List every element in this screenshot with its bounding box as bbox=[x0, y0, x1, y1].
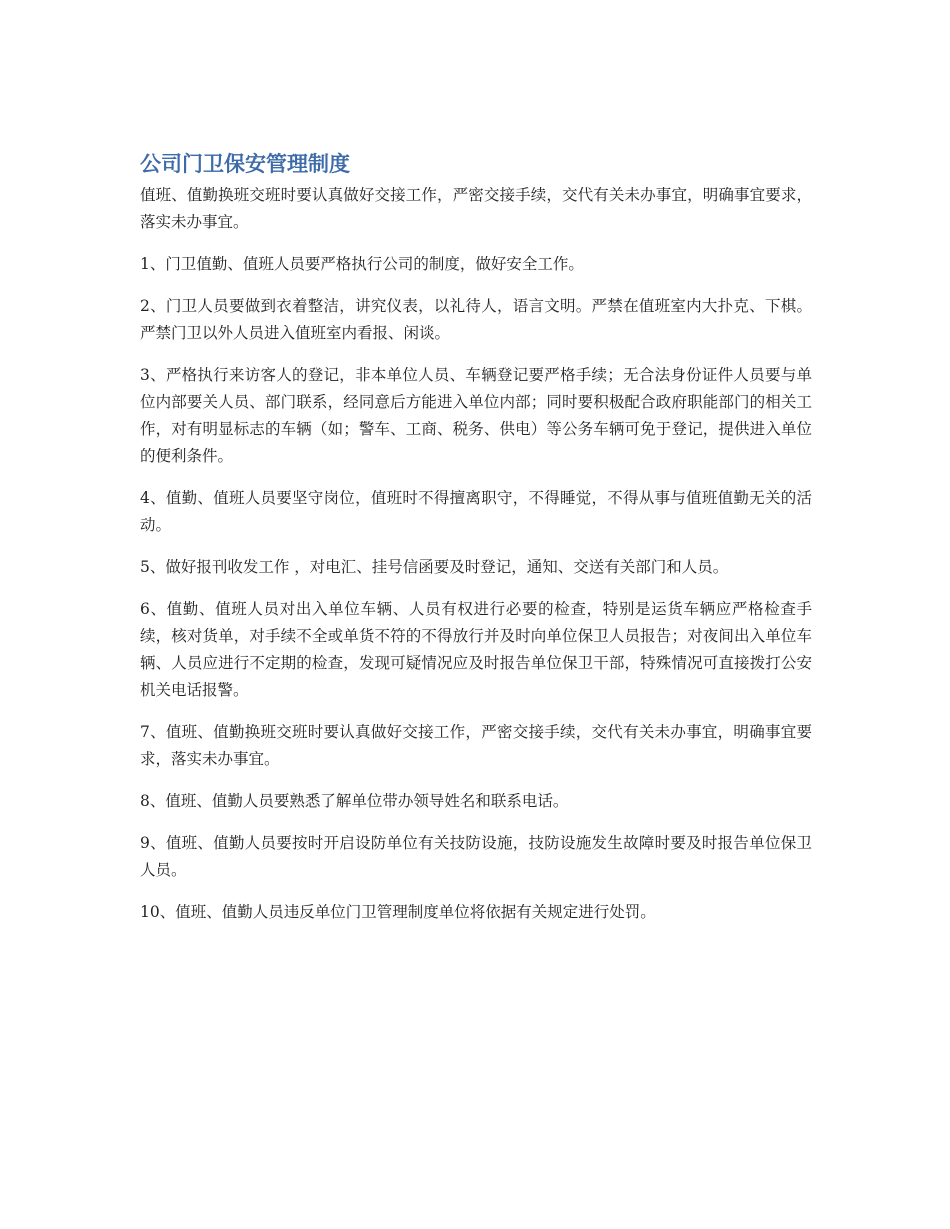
document-page bbox=[140, 150, 812, 941]
rule-item-5: 5、做好报刊收发工作 ，对电汇、挂号信函要及时登记，通知、交送有关部门和人员。 bbox=[140, 558, 729, 576]
document-title: 公司门卫保安管理制度 bbox=[140, 152, 350, 176]
rule-item-2: 2、门卫人员要做到衣着整洁，讲究仪表，以礼待人，语言文明。严禁在值班室内大扑克、下棋。严禁门卫以外人员进入值班室内看报、闲谈。 bbox=[140, 297, 812, 342]
rule-item-6: 6、值勤、值班人员对出入单位车辆、人员有权进行必要的检查，特别是运货车辆应严格检查手续，核对货单，对手续不全或单货不符的不得放行并及时向单位保卫人员报告；对夜间出入单位车辆、人员应进行不定期的检查，发现可疑情况应及时报告单位保卫干部，特殊情况可直接拨打公安机关电话报警。 bbox=[140, 600, 812, 699]
rule-item-1: 1、门卫值勤、值班人员要严格执行公司的制度，做好安全工作。 bbox=[140, 255, 584, 273]
rule-item-9: 9、值班、值勤人员要按时开启设防单位有关技防设施，技防设施发生故障时要及时报告单位保卫人员。 bbox=[140, 834, 812, 879]
rule-item-4: 4、值勤、值班人员要坚守岗位，值班时不得擅离职守，不得睡觉，不得从事与值班值勤无关的活动。 bbox=[140, 489, 812, 534]
rule-item-8: 8、值班、值勤人员要熟悉了解单位带办领导姓名和联系电话。 bbox=[140, 792, 569, 810]
intro-paragraph: 值班、值勤换班交班时要认真做好交接工作，严密交接手续，交代有关未办事宜，明确事宜要求，落实未办事宜。 bbox=[140, 186, 812, 231]
rule-item-10: 10、值班、值勤人员违反单位门卫管理制度单位将依据有关规定进行处罚。 bbox=[140, 903, 656, 921]
rule-item-7: 7、值班、值勤换班交班时要认真做好交接工作，严密交接手续，交代有关未办事宜，明确事宜要求，落实未办事宜。 bbox=[140, 723, 812, 768]
rule-item-3: 3、严格执行来访客人的登记，非本单位人员、车辆登记要严格手续；无合法身份证件人员要与单位内部要关人员、部门联系，经同意后方能进入单位内部；同时要积极配合政府职能部门的相关工作，对有明显标志的车辆（如；警车、工商、税务、供电）等公务车辆可免于登记，提供进入单位的便利条件。 bbox=[140, 366, 812, 465]
